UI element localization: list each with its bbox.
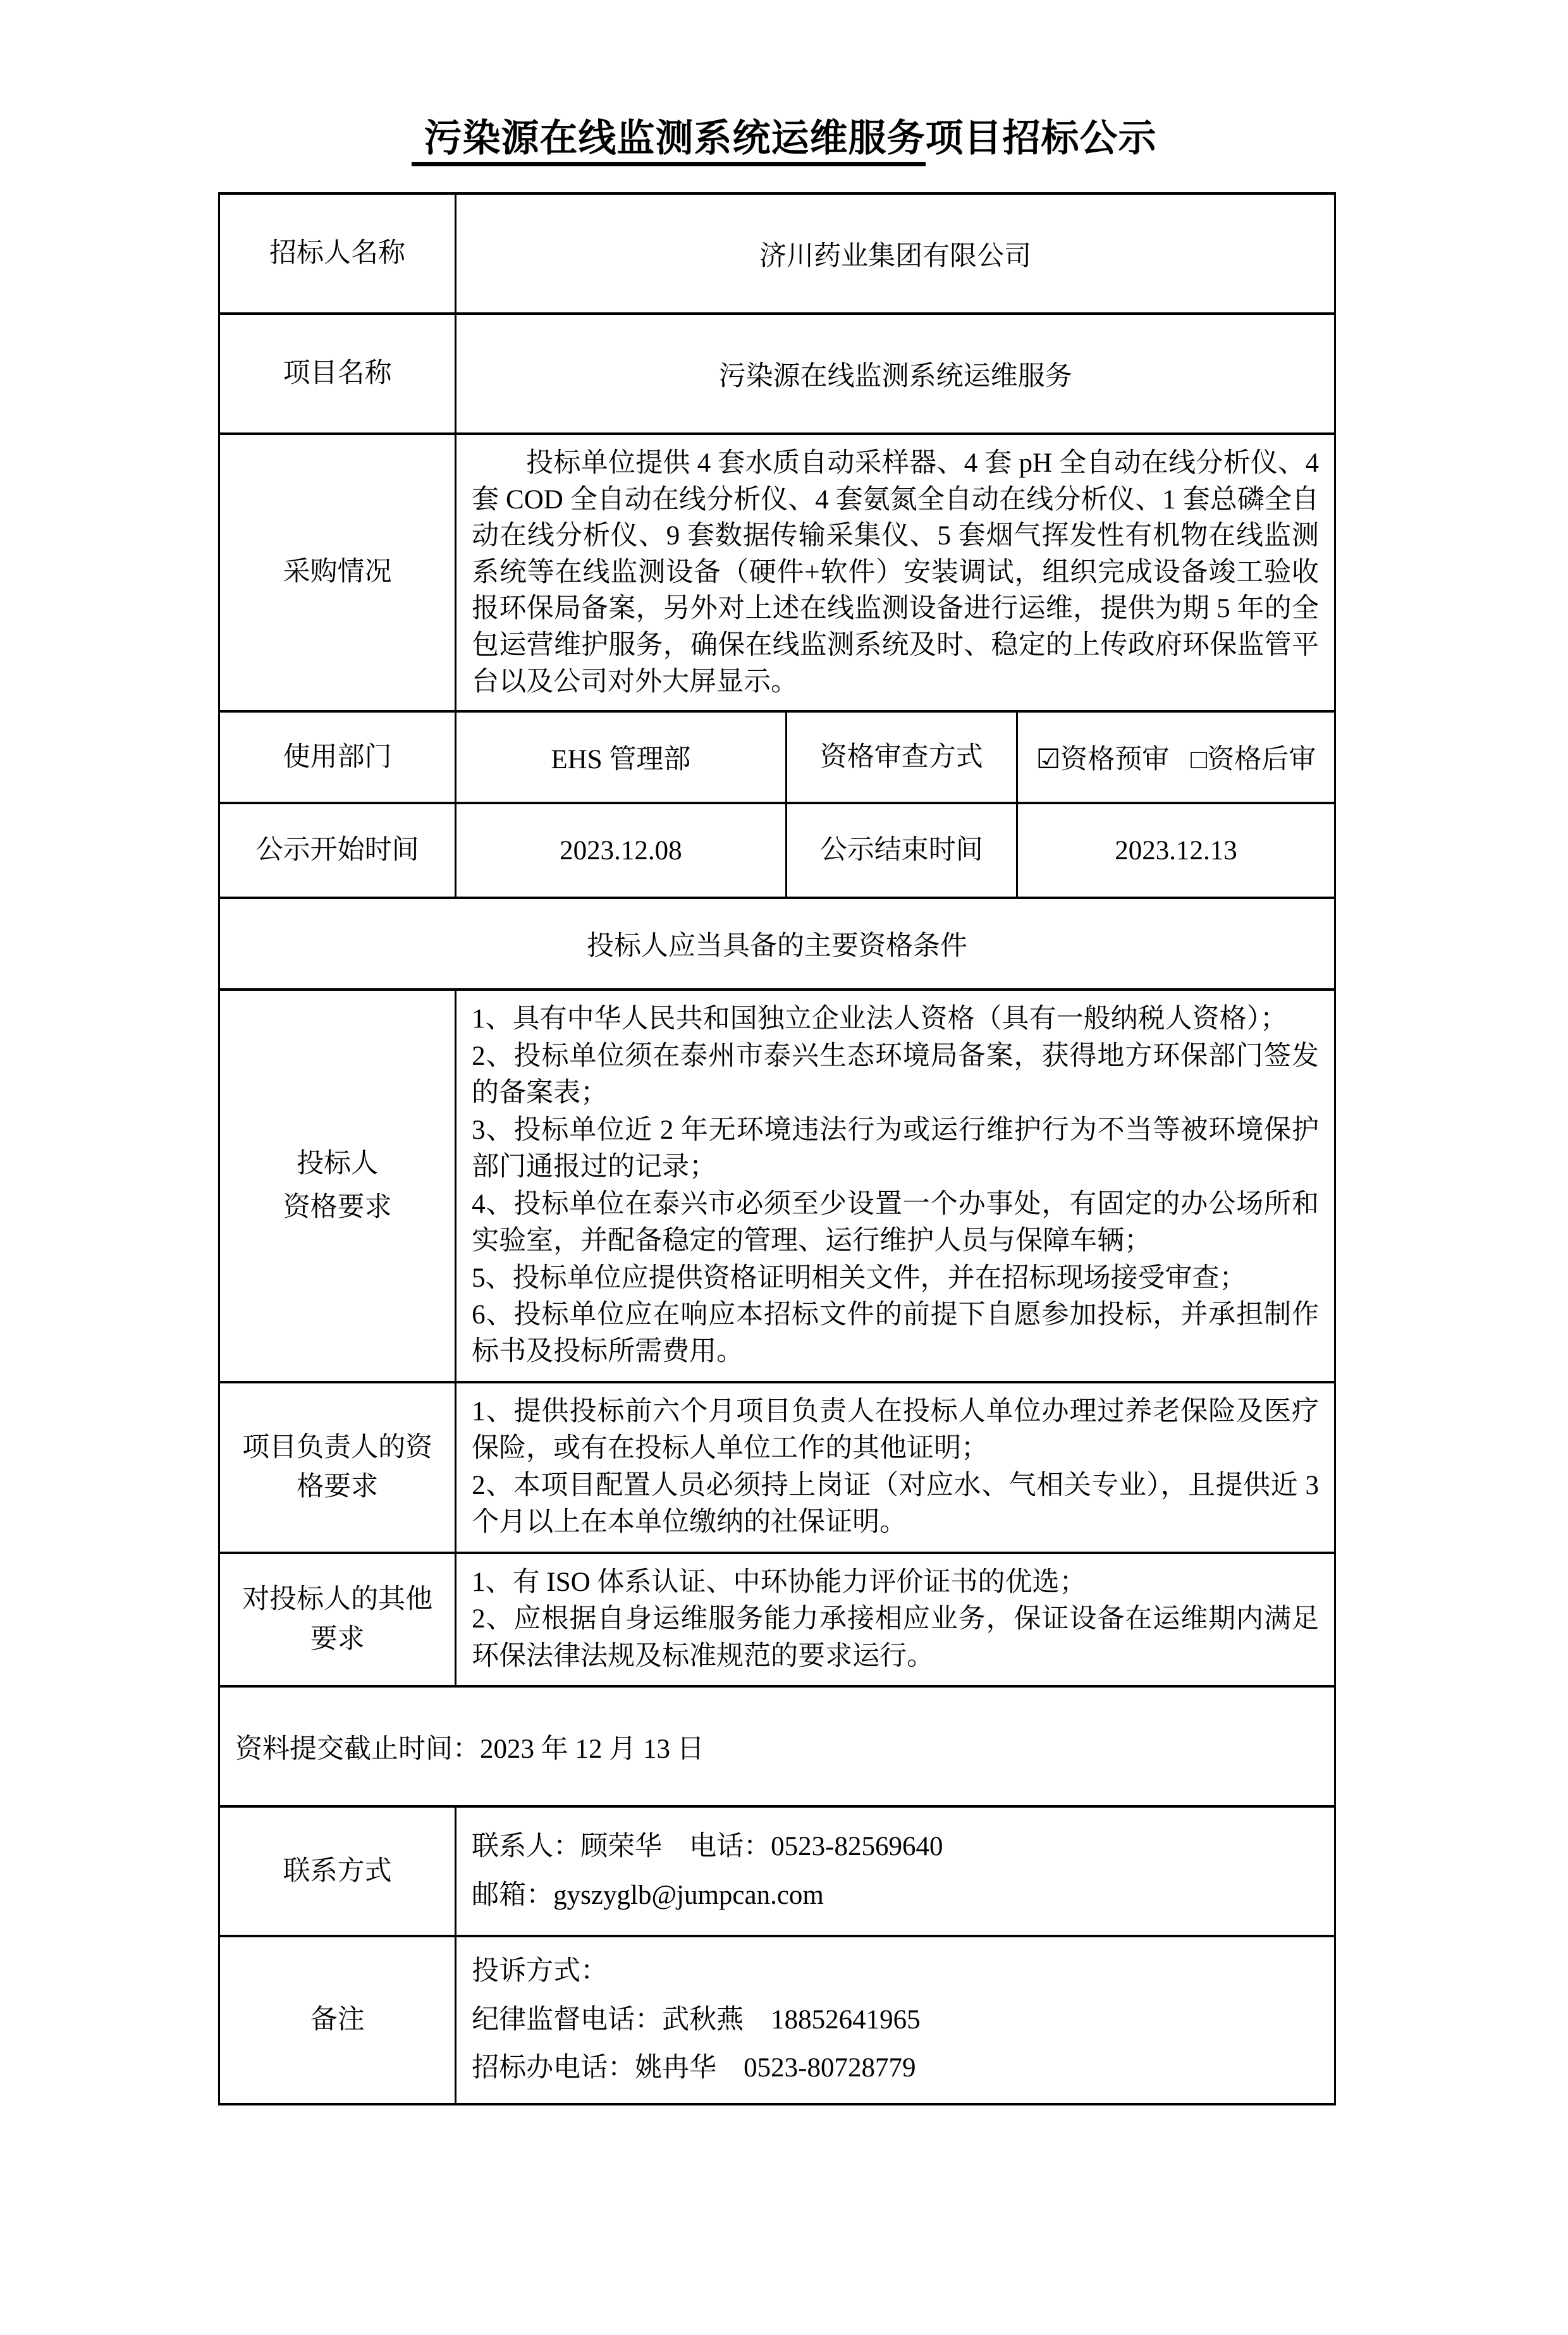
bidder-qualification-item: 6、投标单位应在响应本招标文件的前提下自愿参加投标，并承担制作标书及投标所需费用。 bbox=[472, 1300, 1319, 1367]
contact-label: 联系方式 bbox=[219, 1806, 456, 1936]
row-qualification-section-header bbox=[219, 898, 1335, 990]
submission-deadline: 资料提交截止时间：2023 年 12 月 13 日 bbox=[219, 1686, 1335, 1806]
other-requirement-item: 1、有 ISO 体系认证、中环协能力评价证书的优选； bbox=[472, 1567, 1087, 1597]
row-other-requirements bbox=[219, 1553, 1335, 1686]
qualification-section-header: 投标人应当具备的主要资格条件 bbox=[219, 898, 1335, 990]
bidder-qualifications-label-line2: 资格要求 bbox=[283, 1192, 392, 1222]
row-publicity-dates bbox=[219, 803, 1335, 898]
discipline-supervision-phone-line: 纪律监督电话：武秋燕 18852641965 bbox=[472, 2004, 921, 2035]
publicity-start-label: 公示开始时间 bbox=[219, 803, 456, 898]
postqualification-checkbox-unchecked: □资格后审 bbox=[1191, 745, 1316, 775]
row-procurement bbox=[219, 434, 1335, 711]
procurement-label: 采购情况 bbox=[219, 434, 456, 711]
remarks-content bbox=[456, 1936, 1335, 2104]
contact-info bbox=[456, 1806, 1335, 1936]
prequalification-checkbox-checked: ☑资格预审 bbox=[1036, 745, 1170, 775]
page-title bbox=[0, 117, 1568, 161]
manager-qualification-item: 1、提供投标前六个月项目负责人在投标人单位办理过养老保险及医疗保险，或有在投标人单位工作的其他证明； bbox=[472, 1396, 1319, 1464]
department-value: EHS 管理部 bbox=[456, 711, 786, 803]
contact-person-phone: 联系人：顾荣华 电话：0523-82569640 bbox=[472, 1832, 943, 1862]
row-remarks bbox=[219, 1936, 1335, 2104]
row-department bbox=[219, 711, 1335, 803]
other-requirements-list bbox=[456, 1553, 1335, 1686]
bidder-qualification-item: 5、投标单位应提供资格证明相关文件，并在招标现场接受审查； bbox=[472, 1263, 1247, 1293]
row-project-name bbox=[219, 314, 1335, 434]
project-name-value: 污染源在线监测系统运维服务 bbox=[456, 314, 1335, 434]
procurement-value: 投标单位提供 4 套水质自动采样器、4 套 pH 全自动在线分析仪、4 套 COD 全自动在线分析仪、4 套氨氮全自动在线分析仪、1 套总磷全自动在线分析仪、9 套数据传输采集仪、5 套烟气挥发性有机物在线监测系统等在线监测设备（硬件+软件）安装调试，组织完成设备竣工验收报环保局备案，另外对上述在线监测设备进行运维，提供为期 5 年的全包运营维护服务，确保在线监测系统及时、稳定的上传政府环保监管平台以及公司对外大屏显示。 bbox=[456, 434, 1335, 711]
publicity-start-value: 2023.12.08 bbox=[456, 803, 786, 898]
manager-qualifications-list bbox=[456, 1382, 1335, 1553]
other-requirements-label: 对投标人的其他要求 bbox=[219, 1553, 456, 1686]
bidder-qualification-item: 2、投标单位须在泰州市泰兴生态环境局备案，获得地方环保部门签发的备案表； bbox=[472, 1041, 1319, 1108]
complaint-method-line: 投诉方式： bbox=[472, 1956, 608, 1987]
department-label: 使用部门 bbox=[219, 711, 456, 803]
row-contact bbox=[219, 1806, 1335, 1936]
bidder-qualifications-label bbox=[219, 990, 456, 1382]
manager-qualifications-label: 项目负责人的资格要求 bbox=[219, 1382, 456, 1553]
bidder-qualifications-label-line1: 投标人 bbox=[297, 1148, 379, 1179]
bidder-qualification-item: 1、具有中华人民共和国独立企业法人资格（具有一般纳税人资格）； bbox=[472, 1004, 1288, 1034]
qualification-review-label: 资格审查方式 bbox=[786, 711, 1017, 803]
other-requirement-item: 2、应根据自身运维服务能力承接相应业务，保证设备在运维期内满足环保法律法规及标准规范的要求运行。 bbox=[472, 1604, 1319, 1671]
remarks-label: 备注 bbox=[219, 1936, 456, 2104]
bidder-qualification-item: 3、投标单位近 2 年无环境违法行为或运行维护行为不当等被环境保护部门通报过的记录； bbox=[472, 1115, 1319, 1182]
qualification-review-value bbox=[1017, 711, 1335, 803]
page-title-underlined: 污染源在线监测系统运维服务 bbox=[412, 118, 926, 166]
bidder-qualification-item: 4、投标单位在泰兴市必须至少设置一个办事处，有固定的办公场所和实验室，并配备稳定的管理、运行维护人员与保障车辆； bbox=[472, 1189, 1319, 1256]
bidder-name-value: 济川药业集团有限公司 bbox=[456, 193, 1335, 314]
bidder-qualifications-list bbox=[456, 990, 1335, 1382]
row-submission-deadline bbox=[219, 1686, 1335, 1806]
project-name-label: 项目名称 bbox=[219, 314, 456, 434]
tender-announcement-table bbox=[218, 192, 1336, 2105]
tender-office-phone-line: 招标办电话：姚冉华 0523-80728779 bbox=[472, 2053, 916, 2083]
page-title-rest: 项目招标公示 bbox=[925, 118, 1157, 159]
publicity-end-label: 公示结束时间 bbox=[786, 803, 1017, 898]
row-bidder-qualifications bbox=[219, 990, 1335, 1382]
row-manager-qualifications bbox=[219, 1382, 1335, 1553]
contact-email: 邮箱：gyszyglb@jumpcan.com bbox=[472, 1880, 824, 1910]
bidder-name-label: 招标人名称 bbox=[219, 193, 456, 314]
publicity-end-value: 2023.12.13 bbox=[1017, 803, 1335, 898]
manager-qualification-item: 2、本项目配置人员必须持上岗证（对应水、气相关专业），且提供近 3 个月以上在本单位缴纳的社保证明。 bbox=[472, 1470, 1319, 1538]
row-bidder-name bbox=[219, 193, 1335, 314]
